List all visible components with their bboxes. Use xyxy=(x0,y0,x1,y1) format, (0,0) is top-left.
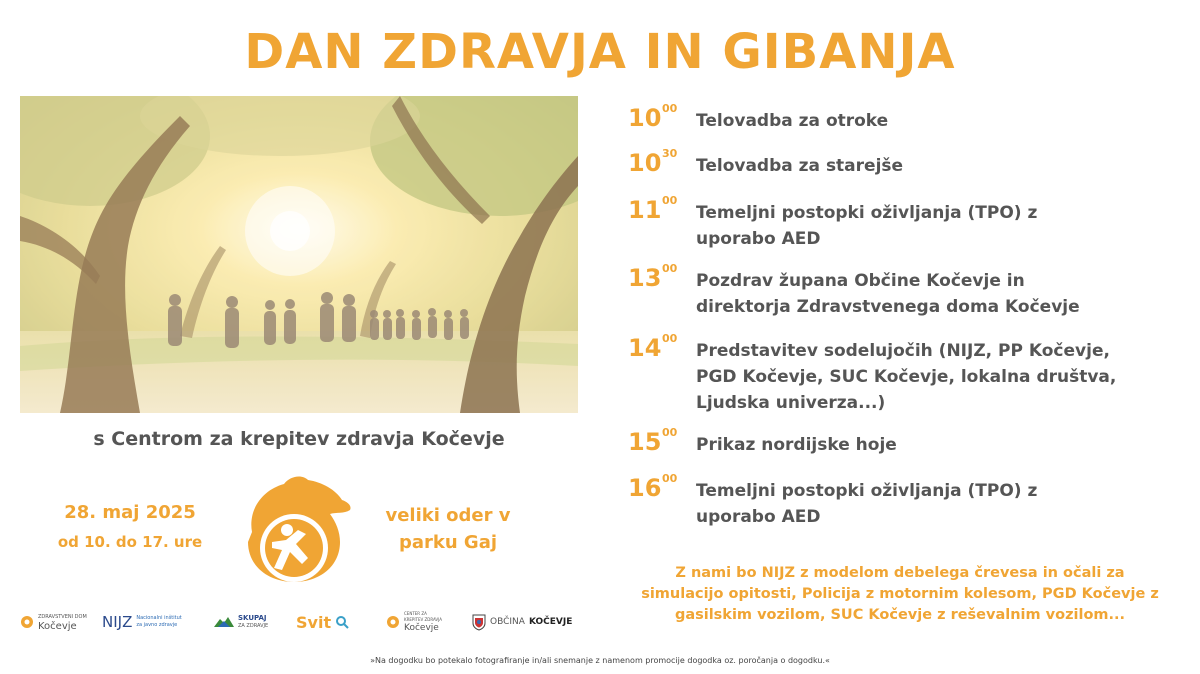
schedule-description: Telovadba za starejše xyxy=(696,156,904,176)
zd-flower-icon xyxy=(20,615,34,629)
magnifier-icon xyxy=(335,615,349,629)
schedule-time: 10 30 xyxy=(628,147,678,177)
ckz-kocevje-logo: CENTER ZA KREPITEV ZDRAVJA Kočevje xyxy=(386,608,442,636)
schedule-item xyxy=(628,149,903,179)
event-hours: od 10. do 17. ure xyxy=(57,533,203,551)
ckz-flower-icon xyxy=(386,615,400,629)
schedule-time: 15 00 xyxy=(628,426,678,456)
skupaj-icon xyxy=(214,615,234,629)
schedule-description: Pozdrav župana Občine Kočevje in direktorja Zdravstvenega doma Kočevje xyxy=(696,271,1080,317)
schedule-time: 10 00 xyxy=(628,102,678,132)
event-date: 28. maj 2025 xyxy=(64,502,196,523)
schedule-description: Temeljni postopki oživljanja (TPO) z uporabo AED xyxy=(696,203,1038,249)
schedule-time: 11 00 xyxy=(628,194,678,224)
schedule-description: Temeljni postopki oživljanja (TPO) z uporabo AED xyxy=(696,481,1038,527)
partner-logos xyxy=(20,608,600,638)
schedule-item xyxy=(628,428,897,458)
poster-title: DAN ZDRAVJA IN GIBANJA xyxy=(244,24,956,80)
photo-disclaimer: »Na dogodku bo potekalo fotografiranje in/ali snemanje z namenom promocije dogodka oz. poročanja o dogodku.« xyxy=(370,656,830,665)
zd-kocevje-logo: ZDRAVSTVENI DOM Kočevje xyxy=(20,608,87,636)
park-illustration xyxy=(20,96,578,413)
schedule-item xyxy=(628,334,1116,416)
venue-line2: parku Gaj xyxy=(398,532,498,553)
schedule-item xyxy=(628,264,1080,320)
venue-block xyxy=(368,502,528,556)
schedule-time: 16 00 xyxy=(628,472,678,502)
subtitle: s Centrom za krepitev zdravja Kočevje xyxy=(93,428,505,450)
schedule-time: 13 00 xyxy=(628,262,678,292)
venue-line1: veliki oder v xyxy=(385,505,511,526)
skupaj-za-zdravje-logo: SKUPAJ ZA ZDRAVJE xyxy=(214,608,268,636)
obcina-kocevje-logo: OBČINA KOČEVJE xyxy=(472,608,572,636)
event-date-block xyxy=(30,502,230,551)
schedule-item xyxy=(628,474,1037,530)
park-photo xyxy=(20,96,578,413)
participants-note: Z nami bo NIJZ z modelom debelega črevesa in očali za simulacijo opitosti, Policija z motornim kolesom, PGD Kočevje z gasilskim vozilom, SUC Kočevje z reševalnim vozilom... xyxy=(641,565,1159,623)
nijz-logo: NIJZ Nacionalni inštitut za javno zdravje xyxy=(102,613,182,631)
schedule-item xyxy=(628,196,1037,252)
schedule-time: 14 00 xyxy=(628,332,678,362)
coat-of-arms-icon xyxy=(472,614,486,631)
schedule-description: Telovadba za otroke xyxy=(696,111,889,131)
bear-logo-icon xyxy=(232,470,356,585)
schedule-description: Prikaz nordijske hoje xyxy=(696,435,897,455)
schedule-item xyxy=(628,104,888,134)
schedule-description: Predstavitev sodelujočih (NIJZ, PP Kočevje, PGD Kočevje, SUC Kočevje, lokalna društva, Ljudska univerza...) xyxy=(696,341,1117,413)
svit-logo: Svit xyxy=(296,608,349,636)
